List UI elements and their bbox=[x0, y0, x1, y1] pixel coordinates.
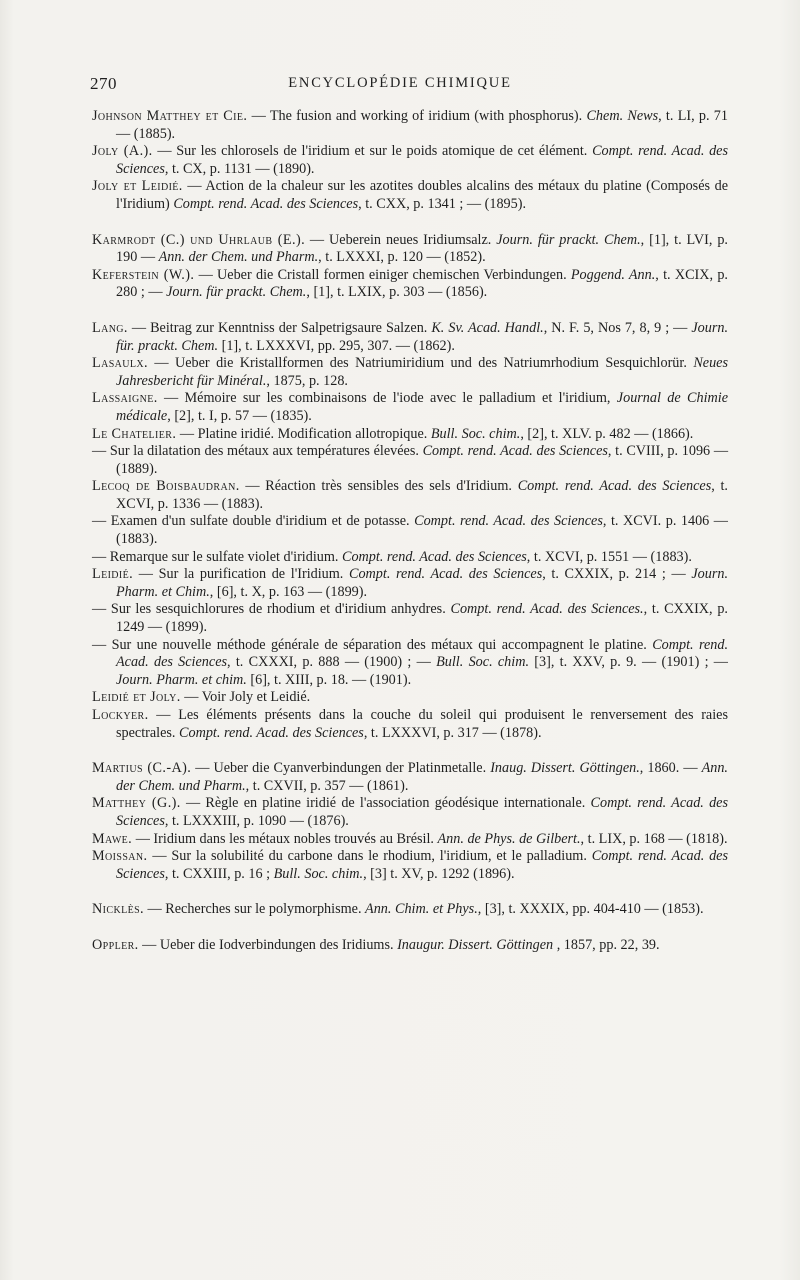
entry-author: Lang. bbox=[92, 319, 128, 336]
bibliography-entry bbox=[92, 831, 728, 849]
entry-author: Mawe. bbox=[92, 830, 133, 847]
entry-ref: , t. XCIX, p. 280 ; — bbox=[116, 266, 728, 301]
entry-ref: , t. CXXIX, p. 214 ; — bbox=[542, 566, 692, 583]
bibliography-entry bbox=[92, 601, 728, 636]
bibliography-entry bbox=[92, 637, 728, 690]
entry-author: Matthey (G.). bbox=[92, 795, 181, 812]
entry-source: Compt. rend. Acad. des Sciences bbox=[342, 548, 527, 565]
entry-text: — Sur les chlorosels de l'iridium et sur le poids atomique de cet élément. bbox=[152, 143, 593, 160]
entry-text: — Examen d'un sulfate double d'iridium et de potasse. bbox=[92, 513, 415, 530]
bibliography-entry bbox=[92, 760, 728, 795]
bibliography-entry bbox=[92, 178, 728, 213]
entry-text: — Les éléments présents dans la couche du soleil qui produisent le renversement des raies spectrales. bbox=[116, 707, 728, 741]
bibliography-entry bbox=[92, 549, 728, 567]
bibliography-entry bbox=[92, 355, 728, 390]
entry-ref: , [1], t. LVI, p. 190 — bbox=[116, 231, 728, 266]
bibliography-entry bbox=[92, 443, 728, 478]
entry-text: — Ueber die Cristall formen einiger chemischen Verbindungen. bbox=[194, 266, 571, 283]
entry-ref-2: , [3] t. XV, p. 1292 (1896). bbox=[363, 865, 515, 882]
entry-source: Bull. Soc. chim. bbox=[430, 425, 521, 442]
page-number: 270 bbox=[90, 74, 117, 93]
entry-text: — Ueber die Iodverbindungen des Iridiums. bbox=[138, 936, 398, 953]
entry-ref-2: , [1], t. LXIX, p. 303 — (1856). bbox=[306, 284, 488, 301]
entry-text: — Platine iridié. Modification allotropique. bbox=[176, 425, 431, 442]
bibliography-entry bbox=[92, 143, 728, 178]
bibliography-entry bbox=[92, 478, 728, 513]
entry-source-2: Bull. Soc. chim. bbox=[273, 865, 364, 882]
entry-author: Lasaulx. bbox=[92, 355, 148, 372]
entry-author: Keferstein (W.). bbox=[92, 266, 195, 283]
entry-author: Joly (A.). bbox=[92, 143, 153, 160]
bibliography-entry bbox=[92, 566, 728, 601]
bibliography-entry bbox=[92, 320, 728, 355]
entry-ref-2: [3], t. XXV, p. 9. — (1901) ; — bbox=[529, 654, 728, 671]
entry-ref: , t. CVIII, p. 1096 — (1889). bbox=[116, 443, 729, 477]
entry-text: — Ueber die Cyanverbindungen der Platinmetalle. bbox=[191, 760, 491, 777]
section-gap bbox=[92, 302, 728, 320]
entry-text: — Recherches sur le polymorphisme. bbox=[144, 901, 366, 918]
entry-text: — Réaction très sensibles des sels d'Iridium. bbox=[239, 478, 518, 495]
entry-source: Chem. News bbox=[586, 108, 659, 124]
entry-ref: , N. F. 5, Nos 7, 8, 9 ; — bbox=[543, 319, 692, 336]
entry-source: Poggend. Ann. bbox=[570, 266, 656, 283]
entry-ref: , t. LI, p. 71 — (1885). bbox=[116, 108, 728, 142]
entry-ref: , t. LIX, p. 168 — (1818). bbox=[580, 830, 728, 847]
entry-source: Inaug. Dissert. Göttingen. bbox=[490, 760, 640, 777]
entry-author: Joly et Leidié. bbox=[92, 178, 183, 195]
entry-source: K. Sv. Acad. Handl. bbox=[431, 319, 544, 336]
entry-ref: , [3], t. XXXIX, pp. 404-410 — (1853). bbox=[477, 901, 704, 918]
entry-source: Compt. rend. Acad. des Sciences bbox=[422, 443, 608, 460]
section-gap bbox=[92, 883, 728, 901]
entry-ref-2: , t. CXVII, p. 357 — (1861). bbox=[245, 777, 409, 794]
entry-source: Ann. Chim. et Phys. bbox=[365, 901, 478, 918]
section-gap bbox=[92, 919, 728, 937]
entry-text: — Beitrag zur Kenntniss der Salpetrigsaure Salzen. bbox=[127, 319, 432, 336]
entry-text: — Remarque sur le sulfate violet d'iridium. bbox=[92, 548, 342, 565]
entry-source-2: Ann. der Chem. und Pharm. bbox=[158, 249, 319, 266]
entry-text: — The fusion and working of iridium (with phosphorus). bbox=[247, 108, 587, 124]
entry-author: Oppler. bbox=[92, 936, 139, 953]
bibliography-list bbox=[92, 108, 728, 955]
entry-source: Compt. rend. Acad. des Sciences bbox=[349, 566, 543, 583]
running-title: ENCYCLOPÉDIE CHIMIQUE bbox=[288, 75, 512, 91]
entry-ref: , t. LXXXIII, p. 1090 — (1876). bbox=[164, 812, 349, 829]
entry-text: — Sur les sesquichlorures de rhodium et d'iridium anhydres. bbox=[92, 601, 451, 618]
bibliography-entry bbox=[92, 267, 728, 302]
entry-source: Neues Jahresbericht für Minéral. bbox=[116, 355, 728, 389]
entry-source: Compt. rend. Acad. des Sciences bbox=[116, 848, 729, 882]
entry-ref-2: , [6], t. X, p. 163 — (1899). bbox=[209, 583, 368, 600]
entry-ref: , [2], t. XLV. p. 482 — (1866). bbox=[520, 425, 694, 442]
entry-author: Lecoq de Boisbaudran. bbox=[92, 478, 240, 495]
entry-author: Martius (C.-A). bbox=[92, 760, 192, 777]
entry-source: Journal de Chimie médicale bbox=[116, 390, 728, 424]
entry-author: Nicklès. bbox=[92, 901, 144, 918]
bibliography-entry bbox=[92, 426, 728, 444]
bibliography-entry bbox=[92, 901, 728, 919]
entry-ref: , 1860. — bbox=[639, 760, 702, 777]
entry-source-2: Bull. Soc. chim. bbox=[436, 654, 530, 671]
entry-text: — Sur la dilatation des métaux aux températures élevées. bbox=[92, 443, 423, 460]
entry-text: — Ueber die Kristallformen des Natriumiridium und des Natriumrhodium Sesquichlorür. bbox=[147, 355, 694, 372]
entry-ref-2: [1], t. LXXXVI, pp. 295, 307. — (1862). bbox=[218, 337, 455, 354]
entry-source-2: Ann. der Chem. und Pharm. bbox=[116, 760, 728, 794]
entry-text: — Action de la chaleur sur les azotites doubles alcalins des métaux du platine (Composés de l'Iridium) bbox=[116, 178, 728, 212]
entry-source: Compt. rend. Acad. des Sciences bbox=[414, 513, 603, 530]
entry-source: Compt. rend. Acad. des Sciences bbox=[517, 478, 712, 495]
entry-source-2: Journ. für. prackt. Chem. bbox=[116, 319, 728, 354]
entry-ref: , t. CX, p. 1131 — (1890). bbox=[164, 160, 315, 177]
entry-text: — Iridium dans les métaux nobles trouvés au Brésil. bbox=[132, 830, 438, 847]
bibliography-entry bbox=[92, 513, 728, 548]
entry-ref: , t. XCVI. p. 1406 — (1883). bbox=[116, 513, 728, 548]
entry-ref: , t. XCVI, p. 1551 — (1883). bbox=[526, 548, 692, 565]
entry-text: — Sur une nouvelle méthode générale de séparation des métaux qui accompagnent le platine. bbox=[92, 636, 653, 653]
page-header bbox=[0, 74, 800, 98]
entry-ref: , t. XCVI, p. 1336 — (1883). bbox=[116, 478, 728, 512]
entry-source: Compt. rend. Acad. des Sciences bbox=[116, 636, 728, 671]
entry-text: — Sur la solubilité du carbone dans le rhodium, l'iridium, et le palladium. bbox=[147, 848, 592, 865]
entry-ref: , t. CXXIX, p. 1249 — (1899). bbox=[116, 601, 728, 636]
entry-ref-2: , t. LXXXI, p. 120 — (1852). bbox=[318, 249, 486, 266]
entry-text: — Mémoire sur les combinaisons de l'iode avec le palladium et l'iridium, bbox=[157, 390, 617, 407]
bibliography-entry bbox=[92, 108, 728, 143]
entry-ref: , t. LXXXVI, p. 317 — (1878). bbox=[363, 724, 542, 741]
bibliography-entry bbox=[92, 232, 728, 267]
entry-author: Leidié et Joly. bbox=[92, 689, 181, 706]
bibliography-entry bbox=[92, 937, 728, 955]
entry-author: Karmrodt (C.) und Uhrlaub (E.). bbox=[92, 231, 306, 248]
entry-ref: , t. CXXXI, p. 888 — (1900) ; — bbox=[227, 654, 437, 671]
entry-ref: , [2], t. I, p. 57 — (1835). bbox=[167, 407, 312, 424]
entry-author: Lassaigne. bbox=[92, 390, 158, 407]
entry-author: Leidié. bbox=[92, 566, 134, 583]
bibliography-entry bbox=[92, 795, 728, 830]
entry-source: Compt. rend. Acad. des Sciences bbox=[116, 795, 729, 829]
bibliography-entry bbox=[92, 848, 728, 883]
entry-author: Le Chatelier. bbox=[92, 425, 177, 442]
entry-source: Journ. für prackt. Chem. bbox=[496, 231, 641, 248]
entry-ref-3: [6], t. XIII, p. 18. — (1901). bbox=[246, 671, 412, 688]
entry-source-3: Journ. Pharm. et chim. bbox=[116, 671, 247, 688]
entry-author: Johnson Matthey et Cie. bbox=[92, 108, 248, 124]
entry-text: — Voir Joly et Leidié. bbox=[180, 689, 311, 706]
entry-source: Compt. rend. Acad. des Sciences bbox=[173, 195, 359, 212]
entry-source: Compt. rend. Acad. des Sciences bbox=[116, 143, 729, 177]
entry-text: — Ueberein neues Iridiumsalz. bbox=[305, 231, 497, 248]
entry-author: Lockyer. bbox=[92, 707, 149, 723]
entry-ref: , t. CXX, p. 1341 ; — (1895). bbox=[358, 195, 527, 212]
section-gap bbox=[92, 214, 728, 232]
bibliography-entry bbox=[92, 707, 728, 742]
entry-source: Compt. rend. Acad. des Sciences. bbox=[450, 601, 644, 618]
bibliography-entry bbox=[92, 390, 728, 425]
entry-text: — Sur la purification de l'Iridium. bbox=[133, 566, 349, 583]
entry-text: — Règle en platine iridié de l'association géodésique internationale. bbox=[180, 795, 591, 812]
entry-source-2: Journ. für prackt. Chem. bbox=[166, 284, 307, 301]
entry-author: Moissan. bbox=[92, 848, 148, 865]
entry-ref: , 1857, pp. 22, 39. bbox=[553, 936, 660, 953]
entry-source-2: Journ. Pharm. et Chim. bbox=[116, 566, 728, 600]
section-gap bbox=[92, 742, 728, 760]
entry-source: Compt. rend. Acad. des Sciences bbox=[179, 724, 364, 741]
entry-ref: , 1875, p. 128. bbox=[266, 372, 348, 389]
entry-source: Inaugur. Dissert. Göttingen bbox=[397, 936, 554, 953]
entry-ref: , t. CXXIII, p. 16 ; bbox=[164, 865, 274, 882]
entry-source: Ann. de Phys. de Gilbert. bbox=[437, 830, 581, 847]
bibliography-entry bbox=[92, 689, 728, 707]
